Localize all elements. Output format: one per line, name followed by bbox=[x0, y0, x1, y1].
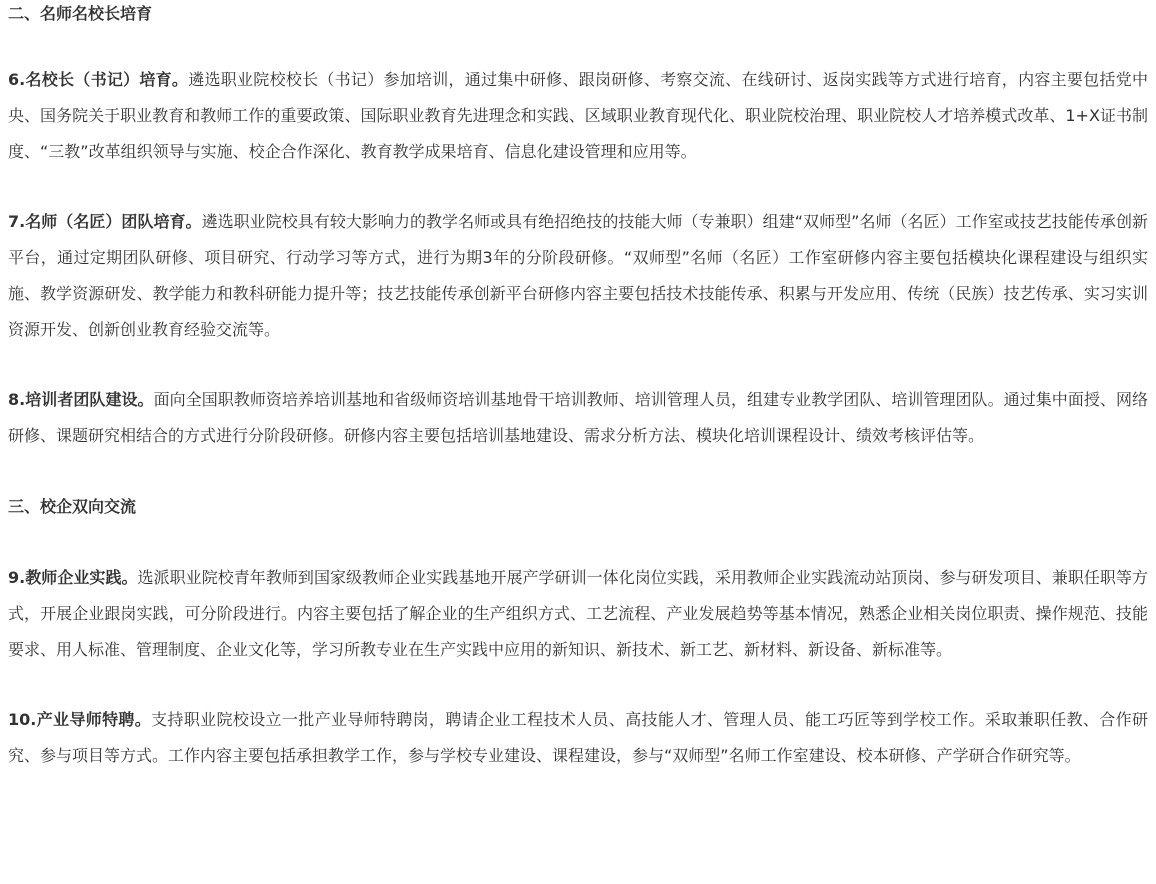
paragraph-lead: 7.名师（名匠）团队培育。 bbox=[8, 212, 202, 231]
paragraph-body: 遴选职业院校具有较大影响力的教学名师或具有绝招绝技的技能大师（专兼职）组建“双师型”名师（名匠）工作室或技艺技能传承创新平台，通过定期团队研修、项目研究、行动学习等方式，进行为期3年的分阶段研修。“双师型”名师（名匠）工作室研修内容主要包括模块化课程建设与组织实施、教学资源研发、教学能力和教科研能力提升等；技艺技能传承创新平台研修内容主要包括技术技能传承、积累与开发应用、传统（民族）技艺传承、实习实训资源开发、创新创业教育经验交流等。 bbox=[8, 212, 1148, 339]
paragraph-lead: 9.教师企业实践。 bbox=[8, 568, 138, 587]
paragraph-body: 选派职业院校青年教师到国家级教师企业实践基地开展产学研训一体化岗位实践，采用教师企业实践流动站顶岗、参与研发项目、兼职任职等方式，开展企业跟岗实践，可分阶段进行。内容主要包括了解企业的生产组织方式、工艺流程、产业发展趋势等基本情况，熟悉企业相关岗位职责、操作规范、技能要求、用人标准、管理制度、企业文化等，学习所教专业在生产实践中应用的新知识、新技术、新工艺、新材料、新设备、新标准等。 bbox=[8, 568, 1148, 659]
paragraph-body: 面向全国职教师资培养培训基地和省级师资培训基地骨干培训教师、培训管理人员，组建专业教学团队、培训管理团队。通过集中面授、网络研修、课题研究相结合的方式进行分阶段研修。研修内容主要包括培训基地建设、需求分析方法、模块化培训课程设计、绩效考核评估等。 bbox=[8, 390, 1148, 445]
paragraph bbox=[8, 62, 1148, 170]
paragraph-body: 遴选职业院校校长（书记）参加培训，通过集中研修、跟岗研修、考察交流、在线研讨、返岗实践等方式进行培育，内容主要包括党中央、国务院关于职业教育和教师工作的重要政策、国际职业教育先进理念和实践、区域职业教育现代化、职业院校治理、职业院校人才培养模式改革、1+X证书制度、“三教”改革组织领导与实施、校企合作深化、教育教学成果培育、信息化建设管理和应用等。 bbox=[8, 70, 1148, 161]
paragraph bbox=[8, 204, 1148, 348]
paragraph bbox=[8, 560, 1148, 668]
paragraph-lead: 8.培训者团队建设。 bbox=[8, 390, 154, 409]
paragraph-lead: 6.名校长（书记）培育。 bbox=[8, 70, 189, 89]
section-heading: 二、名师名校长培育 bbox=[8, 4, 153, 23]
paragraph bbox=[8, 382, 1148, 454]
paragraph-lead: 10.产业导师特聘。 bbox=[8, 710, 152, 729]
paragraph-body: 支持职业院校设立一批产业导师特聘岗，聘请企业工程技术人员、高技能人才、管理人员、能工巧匠等到学校工作。采取兼职任教、合作研究、参与项目等方式。工作内容主要包括承担教学工作，参与学校专业建设、课程建设，参与“双师型”名师工作室建设、校本研修、产学研合作研究等。 bbox=[8, 710, 1148, 765]
section-heading: 三、校企双向交流 bbox=[8, 497, 137, 516]
paragraph bbox=[8, 702, 1148, 774]
